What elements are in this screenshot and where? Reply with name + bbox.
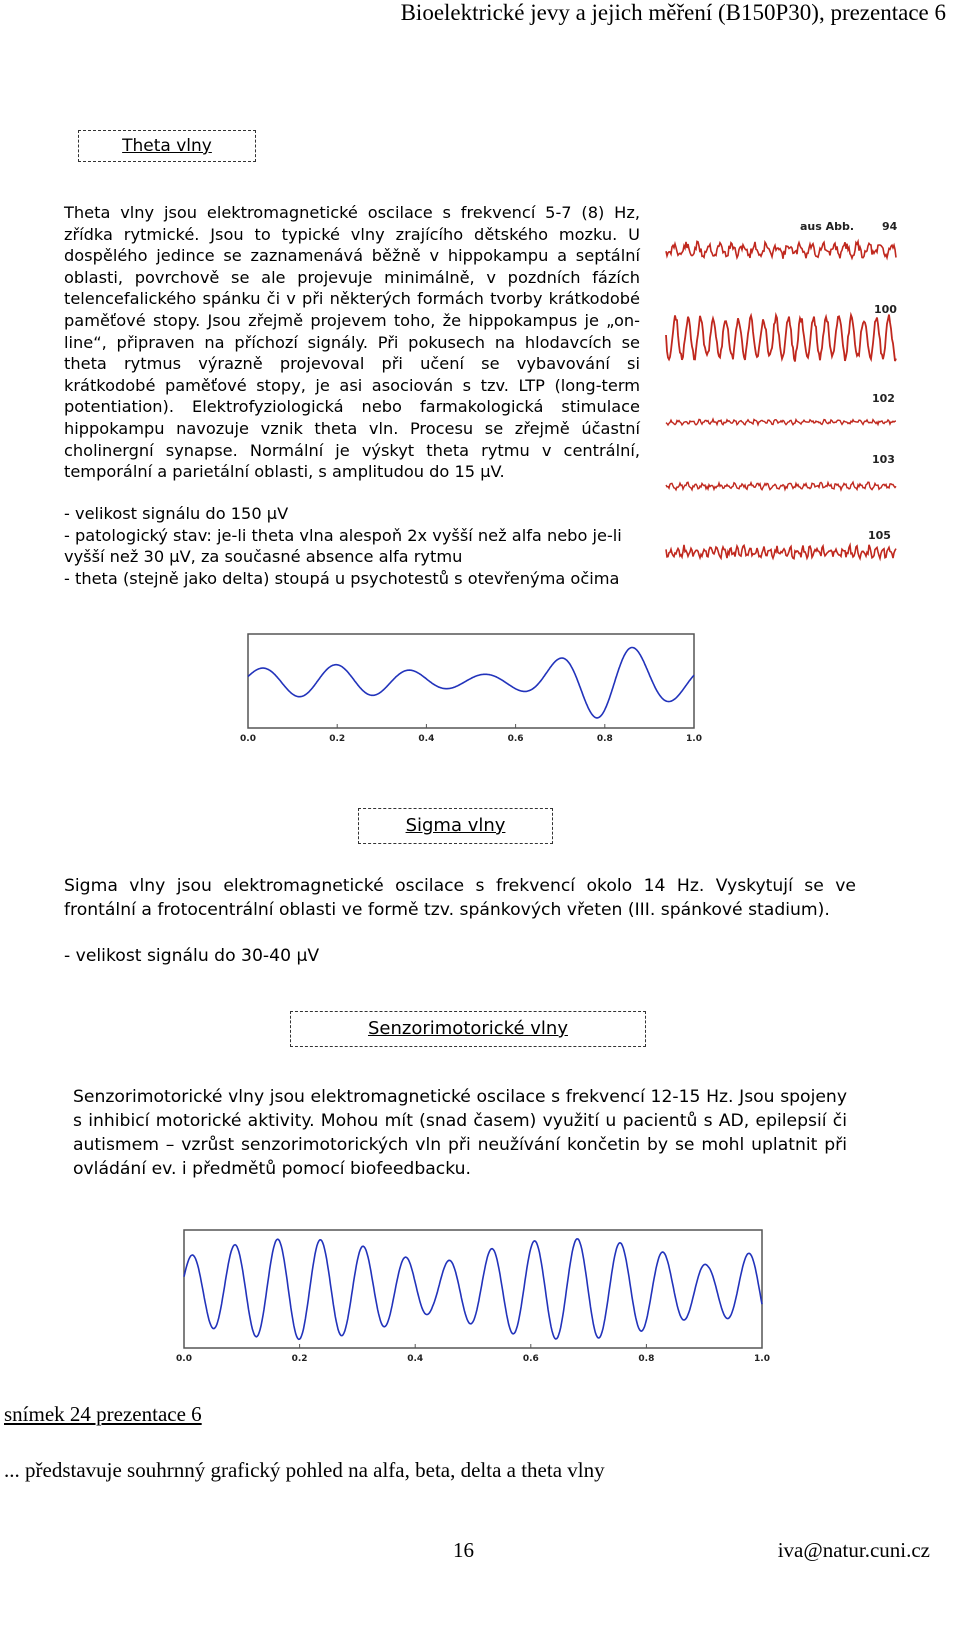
wave-series-line <box>248 648 694 718</box>
chart-frame <box>184 1230 762 1348</box>
document-header: Bioelektrické jevy a jejich měření (B150P30), prezentace 6 <box>400 0 946 25</box>
eeg-trace-103 <box>666 482 896 490</box>
x-tick-label: 0.4 <box>418 734 435 744</box>
sigma-heading-box <box>358 808 553 844</box>
eeg-trace-102 <box>666 419 896 425</box>
x-tick-label: 0.0 <box>240 734 256 744</box>
eeg-trace-label: 100 <box>874 303 897 316</box>
slide-description: ... představuje souhrnný grafický pohled na alfa, beta, delta a theta vlny <box>4 1458 605 1482</box>
contact-email: iva@natur.cuni.cz <box>777 1538 930 1562</box>
x-tick-label: 1.0 <box>754 1354 770 1364</box>
theta-bullet: - theta (stejně jako delta) stoupá u psychotestů s otevřenýma očima <box>64 568 620 588</box>
theta-bullet-list <box>64 503 640 589</box>
slide-reference: snímek 24 prezentace 6 <box>4 1402 202 1426</box>
x-tick-label: 0.4 <box>407 1354 424 1364</box>
eeg-source-label: aus Abb. <box>800 220 855 233</box>
eeg-trace-100 <box>666 315 896 362</box>
x-tick-label: 0.2 <box>291 1354 308 1364</box>
sigma-bullet: - velikost signálu do 30-40 μV <box>64 946 320 966</box>
eeg-trace-105 <box>666 545 896 559</box>
x-tick-label: 0.8 <box>638 1354 655 1364</box>
wave-series-line <box>184 1239 762 1340</box>
sigma-heading: Sigma vlny <box>405 815 506 836</box>
eeg-trace-label: 102 <box>872 392 895 405</box>
sigma-paragraph: Sigma vlny jsou elektromagnetické oscilace s frekvencí okolo 14 Hz. Vyskytují se ve frontální a frotocentrální oblasti ve formě tzv. spánkových vřeten (III. spánkové stadium). <box>64 876 856 920</box>
senzo-wave-chart <box>170 1222 778 1372</box>
theta-heading: Theta vlny <box>122 136 212 156</box>
chart-frame <box>248 634 694 728</box>
eeg-trace-label: 103 <box>872 453 895 466</box>
eeg-trace-label: 105 <box>868 529 891 542</box>
x-tick-label: 0.0 <box>176 1354 192 1364</box>
senzo-heading: Senzorimotorické vlny <box>368 1018 568 1039</box>
theta-paragraph: Theta vlny jsou elektromagnetické oscilace s frekvencí 5-7 (8) Hz, zřídka rytmické. Jsou to typické vlny zrajícího dětského mozku. U dospělého jedince se zaznamenává běžně v hippokampu a septální oblasti, povrchově se ale projevuje minimálně, v pozdních fázích telencefalického spánku či v při některých formách tvorby krátkodobé paměťové stopy. Jsou zřejmě projevem toho, že hippokampus je „on-line“, připraven na příchozí signály. Při pokusech na hlodavcích se theta rytmus výrazně projevoval při učení se vybavování si krátkodobé paměťové stopy, je asi asociován s tzv. LTP (long-term potentiation). Elektrofyziologická nebo farmakologická stimulace hippokampu navozuje vznik theta vln. Procesu se zřejmě účastní cholinergní synapse. Normální je výskyt theta rytmu v centrální, temporální a parietální oblasti, s amplitudou do 15 μV. <box>64 203 640 482</box>
theta-wave-chart <box>236 626 712 746</box>
x-tick-label: 0.6 <box>522 1354 539 1364</box>
x-tick-label: 1.0 <box>686 734 702 744</box>
eeg-trace-94 <box>666 241 896 258</box>
theta-heading-box <box>78 130 256 162</box>
theta-bullet: - velikost signálu do 150 μV <box>64 504 289 523</box>
senzo-paragraph: Senzorimotorické vlny jsou elektromagnetické oscilace s frekvencí 12-15 Hz. Jsou spojeny s inhibicí motorické aktivity. Mohou mít (snad časem) využití u pacientů s AD, epilepsií či autismem – vzrůst senzorimotorických vln při neužívání končetin by se mohl uplatnit při ovládání ev. i předmětů pomocí biofeedbacku. <box>73 1087 847 1179</box>
senzo-heading-box <box>290 1011 646 1047</box>
x-tick-label: 0.8 <box>596 734 613 744</box>
theta-bullet: - patologický stav: je-li theta vlna alespoň 2x vyšší než alfa nebo je-li vyšší než 30 μV, za současné absence alfa rytmu <box>64 525 622 567</box>
eeg-trace-label: 94 <box>882 220 898 233</box>
x-tick-label: 0.6 <box>507 734 524 744</box>
page-number: 16 <box>453 1538 474 1562</box>
eeg-traces-figure <box>660 210 910 580</box>
x-tick-label: 0.2 <box>329 734 346 744</box>
